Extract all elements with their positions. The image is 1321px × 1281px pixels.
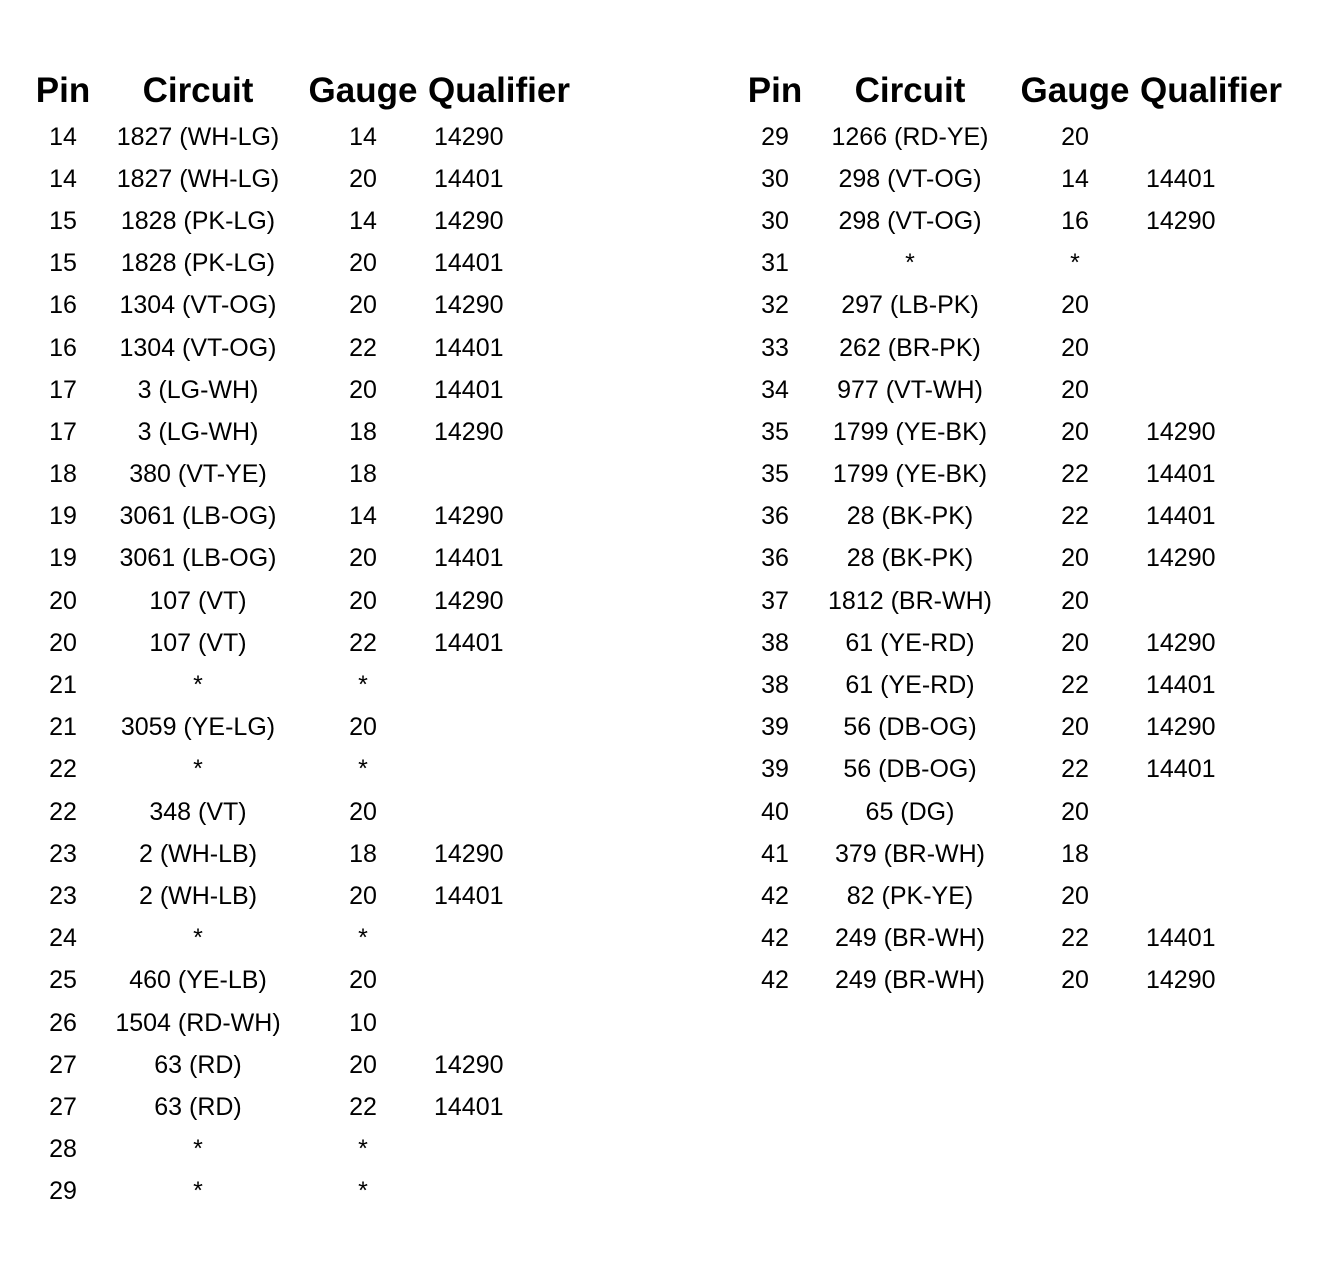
cell-qualifier — [428, 918, 584, 960]
cell-pin: 23 — [49, 839, 77, 868]
cell-qualifier: 14290 — [434, 417, 504, 446]
cell-gauge: 22 — [349, 1092, 377, 1121]
cell-pin: 40 — [761, 797, 789, 826]
cell-gauge: 20 — [349, 713, 377, 742]
cell-pin: 39 — [761, 713, 789, 742]
cell-gauge: 20 — [1061, 291, 1089, 320]
cell-circuit: 1799 (YE-BK) — [832, 417, 988, 446]
cell-circuit: 1304 (VT-OG) — [119, 291, 277, 320]
cell-qualifier: 14290 — [434, 839, 504, 868]
cell-pin: 35 — [761, 460, 789, 489]
cell-qualifier: 14401 — [1146, 164, 1216, 193]
cell-gauge: 20 — [349, 164, 377, 193]
cell-pin: 38 — [761, 628, 789, 657]
table-row — [28, 243, 584, 285]
cell-pin: 30 — [761, 164, 789, 193]
cell-gauge: 20 — [349, 797, 377, 826]
cell-circuit: 2 (WH-LB) — [138, 881, 258, 910]
cell-qualifier: 14290 — [1146, 713, 1216, 742]
cell-pin: 16 — [49, 291, 77, 320]
header-circuit: Circuit — [854, 71, 966, 110]
cell-qualifier: 14401 — [434, 628, 504, 657]
table-row — [28, 116, 584, 158]
cell-pin: 20 — [49, 628, 77, 657]
cell-gauge: 20 — [1061, 797, 1089, 826]
table-row — [28, 538, 584, 580]
cell-qualifier: 14290 — [1146, 966, 1216, 995]
cell-circuit: * — [193, 1177, 203, 1206]
header-gauge: Gauge — [308, 71, 418, 110]
table-row — [740, 116, 1296, 158]
cell-circuit: 1828 (PK-LG) — [120, 249, 276, 278]
cell-gauge: * — [1070, 249, 1080, 278]
table-row — [740, 538, 1296, 580]
cell-circuit: 61 (YE-RD) — [845, 671, 975, 700]
cell-gauge: 14 — [1061, 164, 1089, 193]
cell-qualifier: 14290 — [434, 122, 504, 151]
cell-gauge: * — [358, 1177, 368, 1206]
cell-circuit: 56 (DB-OG) — [843, 713, 977, 742]
table-row — [740, 496, 1296, 538]
table-row — [28, 1002, 584, 1044]
cell-circuit: * — [193, 671, 203, 700]
cell-circuit: 63 (RD) — [154, 1092, 242, 1121]
table-row — [28, 1129, 584, 1171]
cell-qualifier: 14401 — [1146, 671, 1216, 700]
table-row — [28, 960, 584, 1002]
cell-circuit: * — [193, 924, 203, 953]
cell-circuit: 3061 (LB-OG) — [119, 544, 277, 573]
cell-circuit: * — [905, 249, 915, 278]
cell-gauge: 20 — [1061, 586, 1089, 615]
cell-circuit: 1504 (RD-WH) — [115, 1008, 281, 1037]
cell-circuit: 3059 (YE-LG) — [120, 713, 276, 742]
cell-pin: 14 — [49, 164, 77, 193]
cell-gauge: 14 — [349, 502, 377, 531]
cell-circuit: 3 (LG-WH) — [137, 375, 259, 404]
table-row — [740, 960, 1296, 1002]
table-row — [28, 496, 584, 538]
cell-pin: 27 — [49, 1050, 77, 1079]
cell-pin: 33 — [761, 333, 789, 362]
table-row — [740, 158, 1296, 200]
cell-circuit: 82 (PK-YE) — [846, 881, 974, 910]
cell-gauge: 14 — [349, 206, 377, 235]
cell-gauge: 20 — [349, 586, 377, 615]
cell-qualifier: 14401 — [434, 1092, 504, 1121]
table-header-row — [740, 66, 1296, 116]
cell-pin: 15 — [49, 249, 77, 278]
table-row — [28, 707, 584, 749]
table-row — [740, 791, 1296, 833]
cell-qualifier — [428, 1171, 584, 1213]
cell-circuit: 28 (BK-PK) — [846, 502, 974, 531]
cell-qualifier: 14401 — [1146, 755, 1216, 784]
cell-qualifier — [428, 791, 584, 833]
cell-qualifier: 14401 — [1146, 460, 1216, 489]
cell-gauge: 20 — [1061, 713, 1089, 742]
table-row — [740, 454, 1296, 496]
cell-gauge: 20 — [1061, 417, 1089, 446]
cell-qualifier: 14401 — [434, 164, 504, 193]
table-row — [740, 327, 1296, 369]
cell-pin: 19 — [49, 544, 77, 573]
cell-gauge: 20 — [349, 375, 377, 404]
table-row — [740, 411, 1296, 453]
cell-pin: 15 — [49, 206, 77, 235]
cell-gauge: 20 — [349, 1050, 377, 1079]
table-row — [28, 411, 584, 453]
table-row — [28, 285, 584, 327]
cell-qualifier — [428, 960, 584, 1002]
cell-circuit: 380 (VT-YE) — [129, 460, 267, 489]
cell-pin: 14 — [49, 122, 77, 151]
cell-circuit: 1304 (VT-OG) — [119, 333, 277, 362]
table-row — [740, 664, 1296, 706]
cell-qualifier: 14290 — [1146, 544, 1216, 573]
table-body-left — [28, 116, 584, 1213]
cell-pin: 27 — [49, 1092, 77, 1121]
table-row — [28, 918, 584, 960]
table-row — [28, 580, 584, 622]
cell-gauge: * — [358, 671, 368, 700]
cell-qualifier — [1140, 327, 1296, 369]
cell-pin: 21 — [49, 671, 77, 700]
header-gauge: Gauge — [1020, 71, 1130, 110]
cell-gauge: 20 — [349, 249, 377, 278]
cell-qualifier: 14401 — [434, 881, 504, 910]
cell-gauge: 22 — [349, 628, 377, 657]
table-row — [740, 285, 1296, 327]
cell-qualifier: 14290 — [1146, 417, 1216, 446]
cell-circuit: 1266 (RD-YE) — [831, 122, 989, 151]
cell-qualifier — [428, 454, 584, 496]
cell-qualifier: 14401 — [1146, 924, 1216, 953]
cell-pin: 35 — [761, 417, 789, 446]
cell-circuit: 1827 (WH-LG) — [116, 122, 280, 151]
cell-gauge: 18 — [349, 839, 377, 868]
cell-pin: 26 — [49, 1008, 77, 1037]
cell-pin: 29 — [761, 122, 789, 151]
cell-circuit: 107 (VT) — [149, 586, 247, 615]
cell-circuit: 1799 (YE-BK) — [832, 460, 988, 489]
table-row — [28, 369, 584, 411]
cell-gauge: * — [358, 1135, 368, 1164]
cell-gauge: 20 — [1061, 544, 1089, 573]
table-row — [28, 327, 584, 369]
table-row — [28, 791, 584, 833]
cell-circuit: 379 (BR-WH) — [834, 839, 985, 868]
cell-pin: 42 — [761, 966, 789, 995]
cell-pin: 16 — [49, 333, 77, 362]
table-row — [740, 875, 1296, 917]
table-header-row — [28, 66, 584, 116]
cell-circuit: 63 (RD) — [154, 1050, 242, 1079]
cell-circuit: 298 (VT-OG) — [838, 164, 982, 193]
pin-table-right — [740, 66, 1296, 1002]
cell-gauge: 20 — [1061, 966, 1089, 995]
cell-gauge: 22 — [1061, 671, 1089, 700]
cell-circuit: 1812 (BR-WH) — [828, 586, 992, 615]
cell-qualifier: 14290 — [434, 1050, 504, 1079]
cell-circuit: 249 (BR-WH) — [834, 966, 985, 995]
cell-circuit: * — [193, 755, 203, 784]
cell-pin: 19 — [49, 502, 77, 531]
cell-qualifier — [1140, 580, 1296, 622]
header-circuit: Circuit — [142, 71, 254, 110]
cell-gauge: 20 — [349, 291, 377, 320]
cell-circuit: 28 (BK-PK) — [846, 544, 974, 573]
cell-pin: 24 — [49, 924, 77, 953]
cell-qualifier — [428, 749, 584, 791]
cell-circuit: 56 (DB-OG) — [843, 755, 977, 784]
cell-pin: 42 — [761, 881, 789, 910]
cell-gauge: 20 — [349, 881, 377, 910]
cell-pin: 41 — [761, 839, 789, 868]
cell-gauge: * — [358, 755, 368, 784]
cell-gauge: 22 — [1061, 755, 1089, 784]
cell-qualifier: 14290 — [1146, 206, 1216, 235]
cell-qualifier: 14290 — [434, 291, 504, 320]
cell-qualifier: 14401 — [434, 333, 504, 362]
cell-gauge: 20 — [1061, 375, 1089, 404]
cell-qualifier: 14290 — [434, 206, 504, 235]
header-qualifier: Qualifier — [1140, 71, 1282, 110]
cell-qualifier — [1140, 791, 1296, 833]
cell-qualifier — [1140, 243, 1296, 285]
cell-qualifier — [428, 1002, 584, 1044]
cell-gauge: 10 — [349, 1008, 377, 1037]
cell-pin: 31 — [761, 249, 789, 278]
cell-qualifier — [428, 664, 584, 706]
header-pin: Pin — [747, 71, 803, 110]
cell-gauge: 22 — [1061, 924, 1089, 953]
cell-circuit: 297 (LB-PK) — [841, 291, 979, 320]
cell-circuit: 1827 (WH-LG) — [116, 164, 280, 193]
cell-qualifier — [428, 707, 584, 749]
cell-pin: 18 — [49, 460, 77, 489]
cell-gauge: 20 — [1061, 122, 1089, 151]
cell-pin: 25 — [49, 966, 77, 995]
cell-pin: 36 — [761, 544, 789, 573]
table-row — [740, 580, 1296, 622]
cell-pin: 39 — [761, 755, 789, 784]
cell-qualifier: 14290 — [1146, 628, 1216, 657]
table-row — [28, 749, 584, 791]
cell-pin: 42 — [761, 924, 789, 953]
table-row — [28, 158, 584, 200]
cell-gauge: 20 — [1061, 628, 1089, 657]
cell-pin: 34 — [761, 375, 789, 404]
table-row — [740, 749, 1296, 791]
table-row — [28, 875, 584, 917]
cell-gauge: 20 — [1061, 881, 1089, 910]
cell-qualifier: 14401 — [434, 375, 504, 404]
cell-qualifier — [1140, 833, 1296, 875]
cell-pin: 17 — [49, 417, 77, 446]
table-row — [740, 707, 1296, 749]
cell-gauge: 20 — [1061, 333, 1089, 362]
table-row — [740, 369, 1296, 411]
table-row — [28, 664, 584, 706]
table-row — [740, 622, 1296, 664]
cell-qualifier — [1140, 285, 1296, 327]
cell-circuit: 61 (YE-RD) — [845, 628, 975, 657]
table-row — [740, 833, 1296, 875]
cell-circuit: 65 (DG) — [865, 797, 955, 826]
cell-qualifier — [428, 1129, 584, 1171]
cell-circuit: 348 (VT) — [149, 797, 247, 826]
cell-qualifier — [1140, 875, 1296, 917]
cell-circuit: 107 (VT) — [149, 628, 247, 657]
cell-gauge: 16 — [1061, 206, 1089, 235]
header-pin: Pin — [35, 71, 91, 110]
cell-pin: 36 — [761, 502, 789, 531]
cell-qualifier: 14290 — [434, 586, 504, 615]
cell-qualifier — [1140, 116, 1296, 158]
cell-pin: 17 — [49, 375, 77, 404]
header-qualifier: Qualifier — [428, 71, 570, 110]
cell-pin: 23 — [49, 881, 77, 910]
cell-gauge: 20 — [349, 966, 377, 995]
cell-pin: 37 — [761, 586, 789, 615]
table-row — [28, 200, 584, 242]
table-row — [740, 918, 1296, 960]
cell-qualifier — [1140, 369, 1296, 411]
cell-circuit: 3061 (LB-OG) — [119, 502, 277, 531]
cell-pin: 29 — [49, 1177, 77, 1206]
cell-circuit: 249 (BR-WH) — [834, 924, 985, 953]
cell-circuit: 262 (BR-PK) — [839, 333, 981, 362]
cell-circuit: 298 (VT-OG) — [838, 206, 982, 235]
cell-gauge: 22 — [1061, 502, 1089, 531]
cell-pin: 32 — [761, 291, 789, 320]
cell-gauge: 22 — [1061, 460, 1089, 489]
table-row — [28, 622, 584, 664]
table-body-right — [740, 116, 1296, 1002]
cell-pin: 21 — [49, 713, 77, 742]
cell-pin: 22 — [49, 755, 77, 784]
cell-gauge: 18 — [349, 417, 377, 446]
cell-circuit: 977 (VT-WH) — [837, 375, 983, 404]
table-row — [28, 1171, 584, 1213]
cell-gauge: 18 — [349, 460, 377, 489]
cell-circuit: 3 (LG-WH) — [137, 417, 259, 446]
cell-circuit: * — [193, 1135, 203, 1164]
cell-pin: 20 — [49, 586, 77, 615]
table-row — [740, 243, 1296, 285]
table-row — [28, 454, 584, 496]
cell-gauge: 18 — [1061, 839, 1089, 868]
cell-pin: 22 — [49, 797, 77, 826]
cell-pin: 28 — [49, 1135, 77, 1164]
table-row — [28, 1086, 584, 1128]
cell-qualifier: 14290 — [434, 502, 504, 531]
table-row — [28, 1044, 584, 1086]
cell-gauge: 14 — [349, 122, 377, 151]
cell-qualifier: 14401 — [1146, 502, 1216, 531]
table-row — [28, 833, 584, 875]
cell-qualifier: 14401 — [434, 249, 504, 278]
cell-pin: 38 — [761, 671, 789, 700]
cell-pin: 30 — [761, 206, 789, 235]
cell-gauge: * — [358, 924, 368, 953]
table-row — [740, 200, 1296, 242]
pin-table-left — [28, 66, 584, 1213]
cell-circuit: 1828 (PK-LG) — [120, 206, 276, 235]
cell-qualifier: 14401 — [434, 544, 504, 573]
cell-circuit: 460 (YE-LB) — [129, 966, 267, 995]
cell-gauge: 22 — [349, 333, 377, 362]
cell-circuit: 2 (WH-LB) — [138, 839, 258, 868]
cell-gauge: 20 — [349, 544, 377, 573]
